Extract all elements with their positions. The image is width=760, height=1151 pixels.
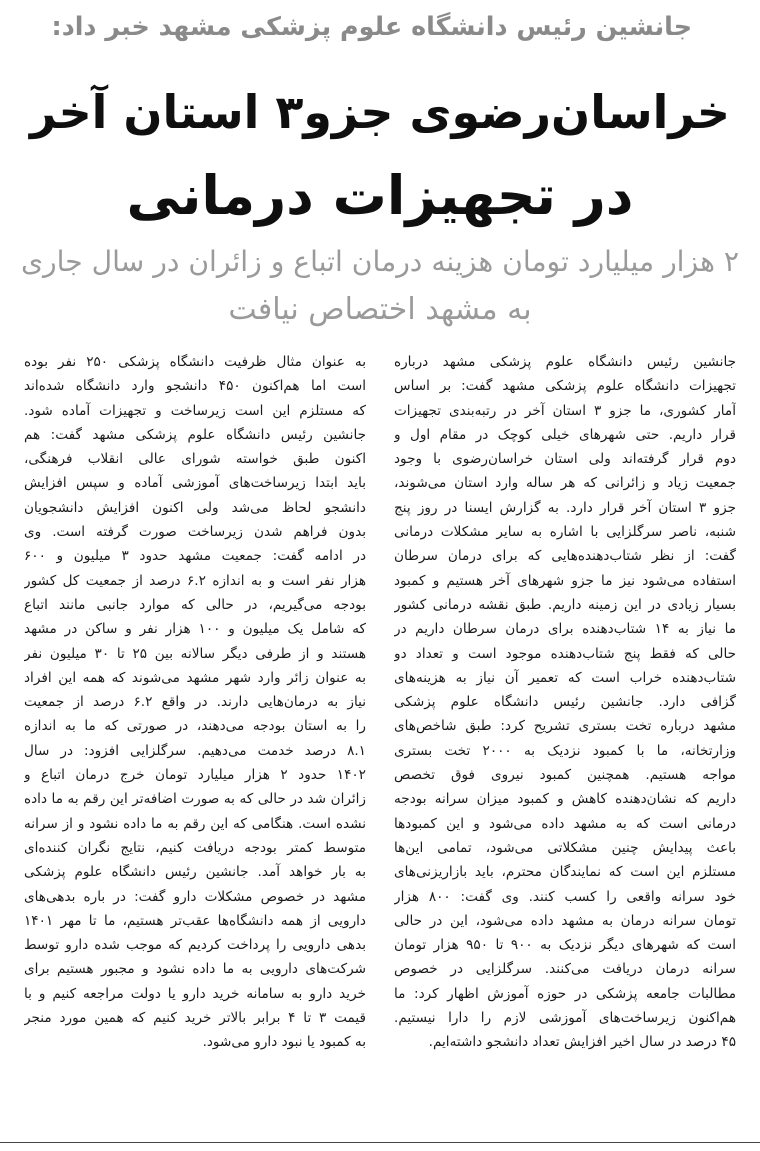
body-column-left xyxy=(24,350,366,1055)
body-text-line: حالی که فقط پنج شتاب‌دهنده موجود است و تعداد دو xyxy=(394,645,736,662)
article-kicker: جانشین رئیس دانشگاه علوم پزشکی مشهد خبر داد: xyxy=(51,11,692,41)
body-text-line: هستند و از طرفی دیگر سالانه بین ۲۵ تا ۳۰ میلیون نفر xyxy=(24,645,366,662)
body-text-line: هزار نفر است و به اندازه ۶.۲ درصد از جمعیت کل کشور xyxy=(24,572,366,589)
body-text-line: ۸.۱ درصد خدمت می‌دهیم. سرگلزایی افزود: در سال xyxy=(24,742,366,759)
body-text-line: مشهد درباره تخت بستری تشریح کرد: طبق شاخص‌های xyxy=(394,718,736,735)
body-text-line: جانشین رئیس دانشگاه علوم پزشکی مشهد درباره xyxy=(394,354,736,370)
body-text-line: گفت: از نظر شتاب‌دهنده‌هایی که برای درمان سرطان xyxy=(394,548,736,565)
body-text-line: مستلزم این است که نمایندگان محترم، باید بازاریزنی‌های xyxy=(394,864,736,881)
body-text-line: جانشین رئیس دانشگاه علوم پزشکی مشهد گفت: هم xyxy=(24,426,366,443)
article-headline xyxy=(30,70,730,238)
body-text-line: سرانه درمان دریافت می‌کنند. سرگلزایی در خصوص xyxy=(394,961,736,978)
body-text-line: ما نیاز به ۱۴ شتاب‌دهنده برای درمان سرطان داریم در xyxy=(394,621,736,638)
body-text-line: قرار داریم. حتی شهرهای خیلی کوچک در مقام اول و xyxy=(394,426,736,443)
body-text-line: شرکت‌های دارویی به ما داده نشود و مجبور هستیم برای xyxy=(24,961,366,978)
body-text-line: باعث پیدایش چنین مشکلاتی می‌شود، تمامی این‌ها xyxy=(394,839,736,856)
body-text-line: که شامل یک میلیون و ۱۰۰ هزار نفر و ساکن در مشهد xyxy=(24,621,366,638)
subheadline-line: به مشهد اختصاص نیافت xyxy=(228,292,532,327)
body-text-line: وزارتخانه، ما با کمبود نزدیک به ۲۰۰۰ تخت بستری xyxy=(394,742,736,759)
body-text-line: به عنوان مثال ظرفیت دانشگاه پزشکی ۲۵۰ نفر بوده xyxy=(24,354,366,370)
body-text-line: دارویی از همه دانشگاه‌ها عقب‌تر هستیم، ما تا مهر ۱۴۰۱ xyxy=(24,912,366,929)
body-text-line: است که شهرهای دیگر نزدیک به ۹۰۰ تا ۹۵۰ هزار تومان xyxy=(394,937,736,954)
body-text-line: ۱۴۰۲ حدود ۲ هزار میلیارد تومان خرج درمان اتباع و xyxy=(24,767,366,784)
body-text-line: است اما هم‌اکنون ۴۵۰ دانشجو وارد دانشگاه شده‌اند xyxy=(24,378,366,395)
article-body xyxy=(24,350,736,1140)
body-text-line: درمانی است که به مشهد داده می‌شود و این کمبودها xyxy=(394,815,736,832)
body-text-line: به بار خواهد آمد. جانشین رئیس دانشگاه علوم پزشکی xyxy=(24,864,366,881)
body-text-line: مشهد در خصوص مشکلات دارو گفت: در باره بدهی‌های xyxy=(24,888,366,905)
body-text-line: را به استان بودجه می‌دهند، در صورتی که ما به اندازه xyxy=(24,718,366,735)
body-text-line: استفاده می‌شود نیز ما جزو شهرهای آخر هستیم و کمبود xyxy=(394,572,736,589)
headline-line: در تجهیزات درمانی xyxy=(126,164,634,227)
body-text-line: نیاز به درمان‌هایی دارند. در واقع ۶.۲ درصد از جمعیت xyxy=(24,694,366,711)
body-text-line: جزو ۳ استان آخر قرار دارد. به گزارش ایسنا در روز پنج xyxy=(394,499,736,516)
body-text-line: اکنون طبق خواسته شورای عالی انقلاب فرهنگی، xyxy=(24,451,366,468)
body-text-line: بدون فراهم شدن زیرساخت صورت گرفته است. وی xyxy=(24,524,366,541)
body-text-line: قیمت ۳ تا ۴ برابر بالاتر خرید کنیم که همین مورد منجر xyxy=(24,1010,366,1027)
body-text-line: نشده است. هنگامی که این رقم به ما داده نشود و از سرانه xyxy=(24,815,366,832)
body-text-line: گزافی دارد. جانشین رئیس دانشگاه علوم پزشکی xyxy=(394,694,736,711)
body-text-line: شتاب‌دهنده خراب است که تعمیر آن نیاز به هزینه‌های xyxy=(394,669,736,686)
headline-line: خراسان‌رضوی جزو۳ استان آخر xyxy=(30,85,730,139)
body-text-line: به عنوان زائر وارد شهر مشهد می‌شوند که همه این افراد xyxy=(24,669,366,686)
body-text-line: هم‌اکنون زیرساخت‌های آموزشی لازم را دارا نیستیم. xyxy=(394,1010,736,1027)
subheadline-line: ۲ هزار میلیارد تومان هزینه درمان اتباع و زائران در سال جاری xyxy=(20,245,740,278)
body-text-line: بودجه می‌گیریم، در حالی که موارد جانبی مانند اتباع xyxy=(24,596,366,613)
body-text-line: دوم قرار گرفته‌اند ولی استان خراسان‌رضوی با وجود xyxy=(394,451,736,468)
body-text-line: ۴۵ درصد در سال اخیر افزایش تعداد دانشجو داشته‌ایم. xyxy=(428,1034,736,1051)
body-text-line: تجهیزات دانشگاه علوم پزشکی مشهد گفت: بر اساس xyxy=(394,378,736,395)
body-text-line: آمار کشوری، ما جزو ۳ استان آخر در رتبه‌بندی تجهیزات xyxy=(394,402,736,419)
body-text-line: بدهی دارویی را پرداخت کردیم که موجب شده دارو توسط xyxy=(24,937,366,954)
body-text-line: که مستلزم این است زیرساخت و تجهیزات آماده شود. xyxy=(24,402,366,419)
body-text-line: متوسط کمتر بودجه دریافت کنیم، نتایج نگران کننده‌ای xyxy=(24,839,366,856)
body-text-line: تومان سرانه درمان به مشهد داده می‌شود، این در حالی xyxy=(394,912,736,929)
body-text-line: مواجه هستیم. همچنین کمبود نیروی فوق تخصص xyxy=(394,767,736,784)
body-text-line: زائران شد در حالی که به صورت اضافه‌تر این رقم به ما داده xyxy=(24,791,366,808)
body-column-right xyxy=(394,350,736,1055)
body-text-line: دانشجو لحاظ می‌شد ولی اکنون افزایش دانشجویان xyxy=(24,499,366,516)
body-text-line: داریم که نشان‌دهنده کاهش و کمبود میزان سرانه بودجه xyxy=(394,791,736,808)
article-subheadline xyxy=(18,238,742,334)
body-text-line: خود سرانه واقعی را کسب کنند. وی گفت: ۸۰۰ هزار xyxy=(394,888,736,905)
body-text-line: بسیار زیادی در این زمینه داریم. طبق نقشه درمانی کشور xyxy=(394,596,736,613)
body-text-line: جمعیت زیاد و زائرانی که هر ساله وارد استان می‌شوند، xyxy=(394,475,736,492)
body-text-line: در ادامه گفت: جمعیت مشهد حدود ۳ میلیون و ۶۰۰ xyxy=(24,548,366,565)
body-text-line: باید ابتدا زیرساخت‌های آموزشی آماده و سپس افزایش xyxy=(24,475,366,492)
body-text-line: مطالبات جامعه پزشکی در حوزه آموزش اظهار کرد: ما xyxy=(394,985,736,1002)
body-text-line: شنبه، ناصر سرگلزایی با اشاره به سایر مشکلات درمانی xyxy=(394,524,736,541)
body-text-line: خرید دارو به سامانه خرید دارو یا دولت مراجعه کنیم و با xyxy=(24,985,366,1002)
body-text-line: به کمبود یا نبود دارو می‌شود. xyxy=(202,1034,366,1051)
bottom-divider xyxy=(0,1142,760,1143)
